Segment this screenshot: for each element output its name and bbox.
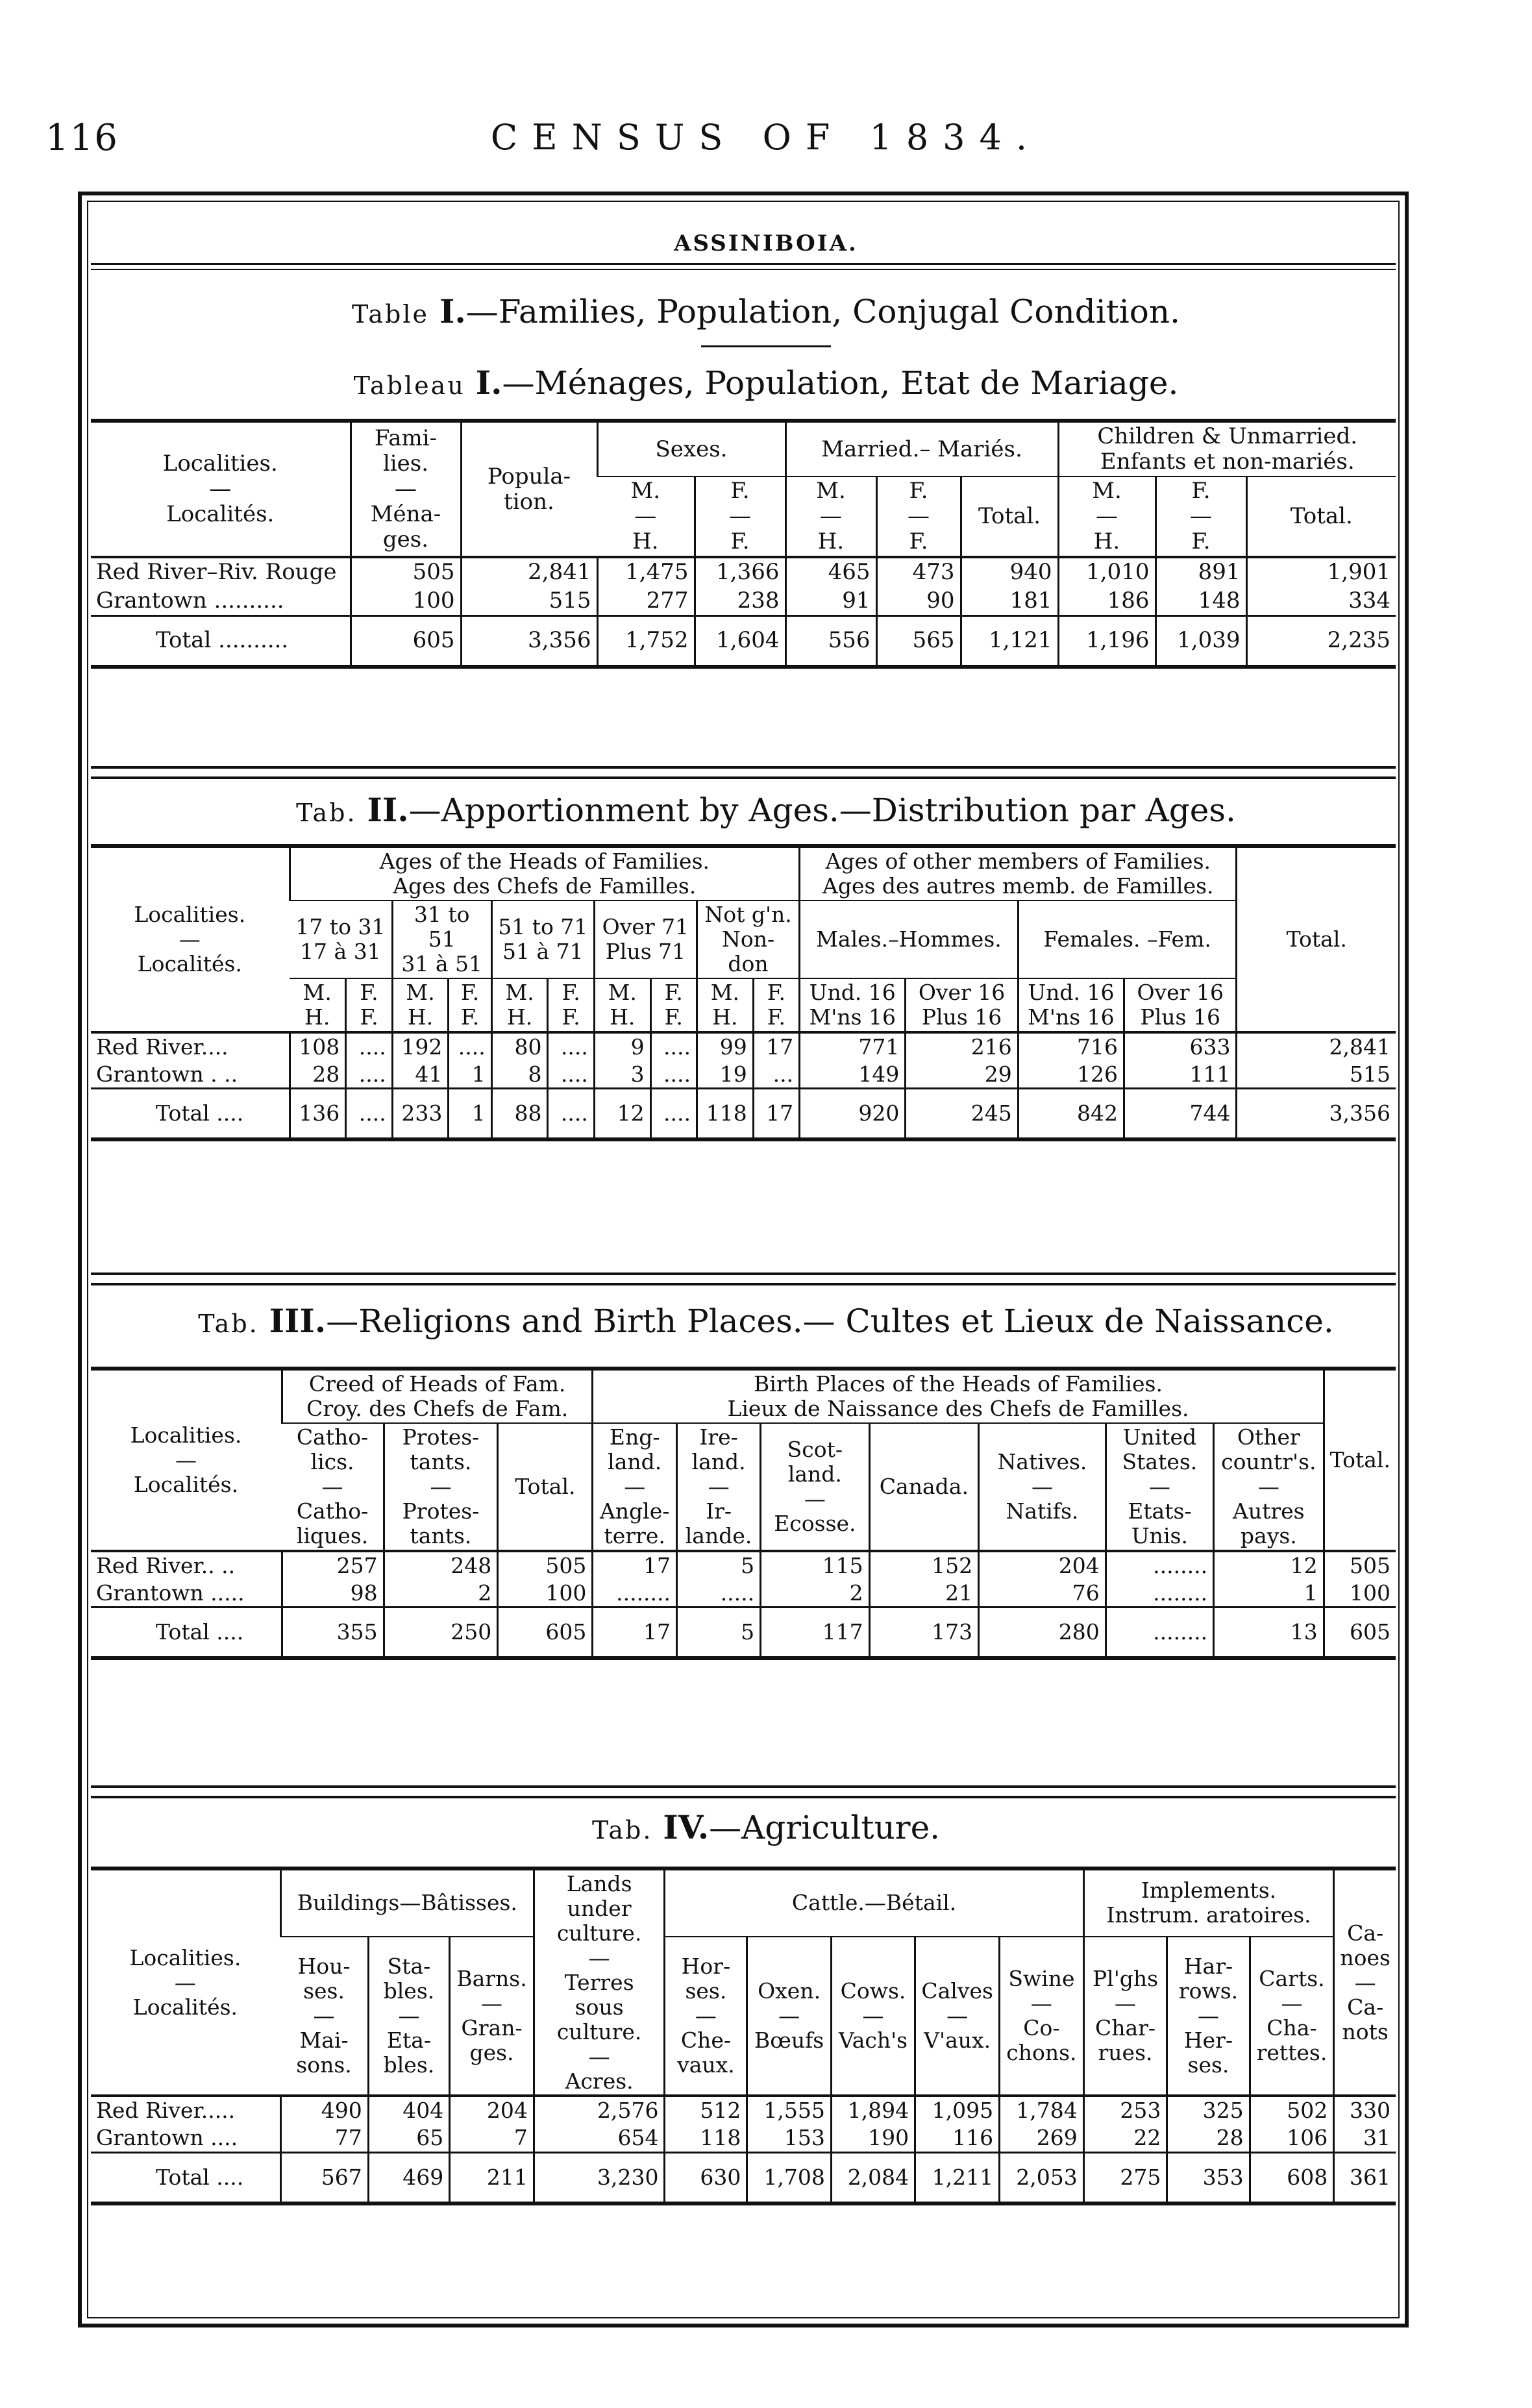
row-locality: Red River....	[96, 1034, 229, 1060]
table1-families-population	[91, 419, 1396, 669]
cell: 2,841	[461, 557, 597, 586]
cell: 654	[534, 2124, 665, 2152]
cell: 473	[876, 557, 961, 586]
col-localities: Localities. — Localités.	[134, 901, 246, 976]
col-over-16: Over 16 Plus 16	[906, 978, 1018, 1032]
col-m: M. H.	[594, 978, 650, 1032]
cell: 1,196	[1058, 615, 1155, 667]
cell: 28	[1167, 2124, 1250, 2152]
cell: 153	[747, 2124, 831, 2152]
cell: 7	[450, 2124, 534, 2152]
divider	[91, 1272, 1396, 1285]
cell: 1	[1214, 1580, 1324, 1607]
cell: 111	[1124, 1061, 1237, 1089]
cell: 115	[761, 1551, 869, 1580]
cell: 17	[753, 1032, 799, 1061]
divider	[91, 766, 1396, 779]
col-m: M. H.	[392, 978, 449, 1032]
table-row	[91, 1032, 1396, 1061]
col-males: Males.–Hommes.	[800, 900, 1019, 978]
col-total: Total.	[1324, 1369, 1396, 1551]
cell: 257	[282, 1551, 384, 1580]
cell: 891	[1155, 557, 1246, 586]
cell: 108	[290, 1032, 346, 1061]
cell: ....	[650, 1089, 697, 1140]
col-married: Married.– Mariés.	[785, 421, 1058, 477]
col-barns: Barns. — Gran-ges.	[450, 1937, 534, 2096]
cell: 630	[665, 2153, 747, 2204]
col-other-countries: Other countr's. — Autres pays.	[1214, 1423, 1324, 1551]
col-catholics: Catho-lics. — Catho-liques.	[282, 1423, 384, 1551]
cell: 716	[1018, 1032, 1124, 1061]
col-harrows: Har-rows. — Her-ses.	[1167, 1937, 1250, 2096]
cell: .....	[677, 1580, 761, 1607]
cell: 8	[491, 1061, 548, 1089]
cell: 2	[384, 1580, 498, 1607]
cell: 149	[800, 1061, 906, 1089]
col-implements: Implements. Instrum. aratoires.	[1083, 1868, 1334, 1937]
cell: 12	[594, 1089, 650, 1140]
col-creed-total: Total.	[498, 1423, 593, 1551]
table3-title: Tab. III.—Religions and Birth Places.— Cultes et Lieux de Naissance.	[198, 1302, 1334, 1340]
cell: 280	[979, 1607, 1106, 1659]
cell: 90	[876, 587, 961, 616]
row-locality: Red River.. ..	[96, 1552, 236, 1578]
cell: 248	[384, 1551, 498, 1580]
cell: 211	[450, 2153, 534, 2204]
cell: 1,095	[915, 2096, 1000, 2124]
cell: 355	[282, 1607, 384, 1659]
cell: 1,010	[1058, 557, 1155, 586]
col-united-states: United States. — Etats-Unis.	[1106, 1423, 1213, 1551]
cell: 334	[1246, 587, 1396, 616]
col-birth-places: Birth Places of the Heads of Families. Lieux de Naissance des Chefs de Familles.	[593, 1369, 1324, 1423]
cell: 325	[1167, 2096, 1250, 2124]
cell: 1,708	[747, 2153, 831, 2204]
cell: 920	[800, 1089, 906, 1140]
col-buildings: Buildings—Bâtisses.	[280, 1868, 534, 1937]
cell: 330	[1334, 2096, 1396, 2124]
page-number: 116	[45, 117, 119, 159]
table1-title-fr: Tableau I.—Ménages, Population, Etat de Mariage.	[353, 364, 1179, 402]
divider	[91, 1785, 1396, 1798]
col-natives: Natives. — Natifs.	[979, 1423, 1106, 1551]
cell: 76	[979, 1580, 1106, 1607]
cell: 404	[368, 2096, 450, 2124]
cell: 17	[593, 1607, 677, 1659]
table2-ages	[91, 844, 1396, 1141]
col-f: F. F.	[650, 978, 697, 1032]
cell: 5	[677, 1551, 761, 1580]
cell: ....	[346, 1089, 392, 1140]
cell: 3,230	[534, 2153, 665, 2204]
cell: 116	[915, 2124, 1000, 2152]
cell: 842	[1018, 1089, 1124, 1140]
cell: 1,784	[1000, 2096, 1084, 2124]
cell: 353	[1167, 2153, 1250, 2204]
table-row	[91, 2096, 1396, 2124]
cell: 502	[1250, 2096, 1334, 2124]
total-row	[91, 1089, 1396, 1140]
cell: 633	[1124, 1032, 1237, 1061]
divider	[701, 345, 831, 347]
row-locality: Grantown ....	[91, 2124, 280, 2152]
cell: 771	[800, 1032, 906, 1061]
cell: 565	[876, 615, 961, 667]
cell: 22	[1083, 2124, 1167, 2152]
cell: 136	[290, 1089, 346, 1140]
col-canada: Canada.	[869, 1423, 979, 1551]
col-under-16: Und. 16 M'ns 16	[1018, 978, 1124, 1032]
cell: 744	[1124, 1089, 1237, 1140]
cell: 1	[449, 1089, 491, 1140]
col-m: M. H.	[290, 978, 346, 1032]
cell: 608	[1250, 2153, 1334, 2204]
cell: 152	[869, 1551, 979, 1580]
col-cows: Cows. — Vach's	[831, 1937, 915, 2096]
col-sexes: Sexes.	[597, 421, 785, 477]
col-horses: Hor-ses. — Che-vaux.	[665, 1937, 747, 2096]
col-total: Total.	[1237, 846, 1396, 1032]
cell: 17	[753, 1089, 799, 1140]
total-row	[91, 2153, 1396, 2204]
cell: 515	[461, 587, 597, 616]
col-ireland: Ire-land. — Ir-lande.	[677, 1423, 761, 1551]
cell: ....	[650, 1032, 697, 1061]
region-title: ASSINIBOIA.	[674, 230, 858, 256]
cell: 5	[677, 1607, 761, 1659]
cell: 17	[593, 1551, 677, 1580]
cell: 3	[594, 1061, 650, 1089]
cell: 505	[351, 557, 461, 586]
cell: 118	[665, 2124, 747, 2152]
table4-agriculture	[91, 1867, 1396, 2205]
table-row	[91, 557, 1396, 586]
col-m: M. H.	[697, 978, 753, 1032]
col-oxen: Oxen. — Bœufs	[747, 1937, 831, 2096]
col-age-31-51: 31 to 51 31 à 51	[392, 900, 491, 978]
cell: ....	[548, 1061, 594, 1089]
col-mar-f: F. — F.	[876, 477, 961, 557]
row-locality: Grantown . ..	[91, 1061, 290, 1089]
cell: 148	[1155, 587, 1246, 616]
total-row	[91, 1607, 1396, 1659]
col-swine: Swine — Co-chons.	[1000, 1937, 1084, 2096]
cell: 505	[498, 1551, 593, 1580]
col-females: Females. –Fem.	[1018, 900, 1237, 978]
cell: 190	[831, 2124, 915, 2152]
cell: 80	[491, 1032, 548, 1061]
cell: ........	[1106, 1607, 1213, 1659]
cell: 28	[290, 1061, 346, 1089]
cell: 469	[368, 2153, 450, 2204]
row-locality: Red River.....	[96, 2098, 236, 2124]
cell: 100	[351, 587, 461, 616]
cell: 41	[392, 1061, 449, 1089]
col-creed: Creed of Heads of Fam. Croy. des Chefs de Fam.	[282, 1369, 592, 1423]
col-mar-total: Total.	[961, 477, 1058, 557]
cell: 505	[1324, 1551, 1396, 1580]
col-age-51-71: 51 to 71 51 à 71	[491, 900, 594, 978]
cell: ....	[346, 1032, 392, 1061]
cell: 2,576	[534, 2096, 665, 2124]
cell: 1,901	[1246, 557, 1396, 586]
cell: 126	[1018, 1061, 1124, 1089]
cell: 1,604	[695, 615, 785, 667]
row-locality: Red River–Riv. Rouge	[96, 559, 337, 586]
col-age-over-71: Over 71 Plus 71	[594, 900, 697, 978]
total-row	[91, 615, 1396, 667]
cell: 2,084	[831, 2153, 915, 2204]
col-calves: Calves — V'aux.	[915, 1937, 1000, 2096]
col-stables: Sta-bles. — Eta-bles.	[368, 1937, 450, 2096]
cell: 605	[1324, 1607, 1396, 1659]
cell: 490	[280, 2096, 368, 2124]
col-sex-m: M. — H.	[597, 477, 695, 557]
col-protestants: Protes-tants. — Protes-tants.	[384, 1423, 498, 1551]
col-sex-f: F. — F.	[695, 477, 785, 557]
cell: 91	[785, 587, 876, 616]
col-over-16: Over 16 Plus 16	[1124, 978, 1237, 1032]
cell: 556	[785, 615, 876, 667]
table4-title: Tab. IV.—Agriculture.	[591, 1808, 941, 1846]
cell: 3,356	[1237, 1089, 1396, 1140]
cell: 567	[280, 2153, 368, 2204]
running-title: CENSUS OF 1834.	[490, 117, 1042, 158]
cell: 3,356	[461, 615, 597, 667]
cell: 512	[665, 2096, 747, 2124]
cell: 361	[1334, 2153, 1396, 2204]
col-scotland: Scot-land. — Ecosse.	[761, 1423, 869, 1551]
cell: 2,235	[1246, 615, 1396, 667]
col-children: Children & Unmarried. Enfants et non-mariés.	[1058, 421, 1396, 477]
cell: 1,121	[961, 615, 1058, 667]
col-ch-m: M. — H.	[1058, 477, 1155, 557]
cell: 100	[1324, 1580, 1396, 1607]
cell: ........	[1106, 1551, 1213, 1580]
cell: 1,211	[915, 2153, 1000, 2204]
col-localities: Localities. — Localités.	[129, 1944, 241, 2020]
table-row	[91, 587, 1396, 616]
cell: ....	[346, 1061, 392, 1089]
cell: 1,555	[747, 2096, 831, 2124]
cell: 2	[761, 1580, 869, 1607]
cell: 13	[1214, 1607, 1324, 1659]
cell: ........	[1106, 1580, 1213, 1607]
col-ploughs: Pl'ghs — Char-rues.	[1083, 1937, 1167, 2096]
col-canoes: Ca-noes — Ca-nots	[1334, 1868, 1396, 2096]
col-heads: Ages of the Heads of Families. Ages des Chefs de Familles.	[290, 846, 800, 900]
col-population: Popula-tion.	[461, 421, 597, 557]
cell: 1,752	[597, 615, 695, 667]
row-locality: Total ....	[156, 1619, 244, 1645]
cell: 181	[961, 587, 1058, 616]
col-f: F. F.	[346, 978, 392, 1032]
table-row	[91, 2124, 1396, 2152]
col-ch-total: Total.	[1246, 477, 1396, 557]
col-under-16: Und. 16 M'ns 16	[800, 978, 906, 1032]
cell: 275	[1083, 2153, 1167, 2204]
col-mar-m: M. — H.	[785, 477, 876, 557]
col-localities: Localities. — Localités.	[130, 1422, 242, 1497]
col-m: M. H.	[491, 978, 548, 1032]
cell: 465	[785, 557, 876, 586]
col-houses: Hou-ses. — Mai-sons.	[280, 1937, 368, 2096]
row-locality: Grantown .....	[91, 1580, 282, 1607]
cell: 1,039	[1155, 615, 1246, 667]
col-localities: Localities. — Localités.	[162, 451, 278, 528]
col-age-17-31: 17 to 31 17 à 31	[290, 900, 392, 978]
cell: ....	[548, 1032, 594, 1061]
divider	[91, 269, 1396, 270]
cell: 605	[351, 615, 461, 667]
cell: 19	[697, 1061, 753, 1089]
cell: 1	[449, 1061, 491, 1089]
col-lands: Lands under culture. — Terres sous culture. — Acres.	[534, 1868, 665, 2096]
cell: 233	[392, 1089, 449, 1140]
cell: 100	[498, 1580, 593, 1607]
col-cattle: Cattle.—Bétail.	[665, 1868, 1083, 1937]
cell: 77	[280, 2124, 368, 2152]
col-others: Ages of other members of Families. Ages des autres memb. de Familles.	[800, 846, 1237, 900]
table3-religions-birthplaces	[91, 1367, 1396, 1660]
table-row	[91, 1061, 1396, 1089]
cell: 192	[392, 1032, 449, 1061]
cell: 605	[498, 1607, 593, 1659]
cell: 253	[1083, 2096, 1167, 2124]
cell: 204	[450, 2096, 534, 2124]
row-locality: Total ..........	[156, 627, 289, 654]
table1-title-en: Table I.—Families, Population, Conjugal Condition.	[352, 292, 1180, 330]
cell: 65	[368, 2124, 450, 2152]
cell: 1,894	[831, 2096, 915, 2124]
cell: 940	[961, 557, 1058, 586]
cell: 1,366	[695, 557, 785, 586]
col-f: F. F.	[753, 978, 799, 1032]
cell: 12	[1214, 1551, 1324, 1580]
cell: ........	[593, 1580, 677, 1607]
cell: ....	[548, 1089, 594, 1140]
cell: 173	[869, 1607, 979, 1659]
cell: 117	[761, 1607, 869, 1659]
cell: ....	[449, 1032, 491, 1061]
divider	[91, 263, 1396, 265]
cell: 245	[906, 1089, 1018, 1140]
cell: 88	[491, 1089, 548, 1140]
cell: 238	[695, 587, 785, 616]
cell: 515	[1237, 1061, 1396, 1089]
cell: 186	[1058, 587, 1155, 616]
cell: 31	[1334, 2124, 1396, 2152]
cell: 2,841	[1237, 1032, 1396, 1061]
cell: 21	[869, 1580, 979, 1607]
col-f: F. F.	[449, 978, 491, 1032]
cell: 98	[282, 1580, 384, 1607]
col-england: Eng-land. — Angle-terre.	[593, 1423, 677, 1551]
row-locality: Total ....	[156, 2165, 244, 2191]
cell: 277	[597, 587, 695, 616]
row-locality: Grantown ..........	[91, 587, 351, 616]
col-ch-f: F. — F.	[1155, 477, 1246, 557]
col-age-not-given: Not g'n. Non-don	[697, 900, 799, 978]
cell: 9	[594, 1032, 650, 1061]
cell: ...	[753, 1061, 799, 1089]
cell: 250	[384, 1607, 498, 1659]
cell: 1,475	[597, 557, 695, 586]
cell: 99	[697, 1032, 753, 1061]
cell: 2,053	[1000, 2153, 1084, 2204]
cell: 204	[979, 1551, 1106, 1580]
cell: ....	[650, 1061, 697, 1089]
table-row	[91, 1580, 1396, 1607]
cell: 29	[906, 1061, 1018, 1089]
table2-title: Tab. II.—Apportionment by Ages.—Distribution par Ages.	[296, 791, 1236, 829]
cell: 106	[1250, 2124, 1334, 2152]
col-carts: Carts. — Cha-rettes.	[1250, 1937, 1334, 2096]
cell: 269	[1000, 2124, 1084, 2152]
row-locality: Total ....	[156, 1100, 244, 1126]
col-f: F. F.	[548, 978, 594, 1032]
table-row	[91, 1551, 1396, 1580]
cell: 216	[906, 1032, 1018, 1061]
col-families: Fami-lies. — Ména-ges.	[351, 421, 461, 557]
cell: 118	[697, 1089, 753, 1140]
